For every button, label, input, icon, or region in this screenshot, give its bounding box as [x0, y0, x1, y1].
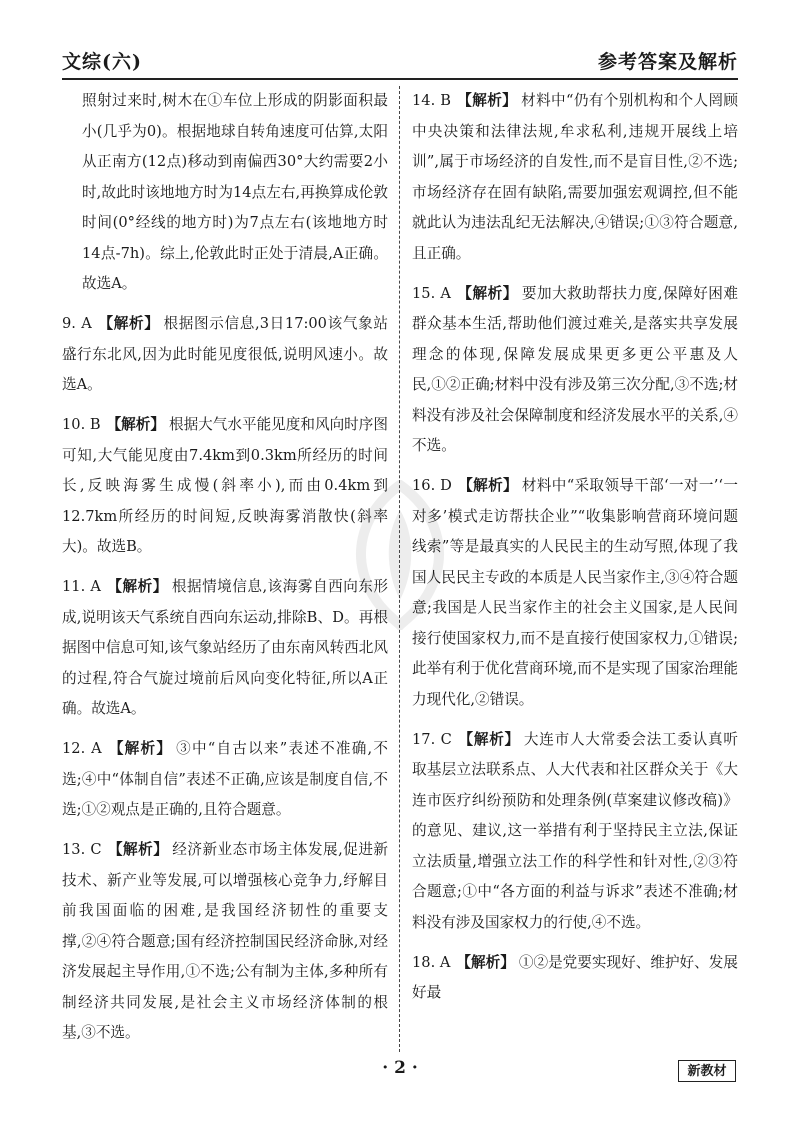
analysis-tag: 【解析】 — [107, 841, 169, 858]
answer-number: 13. C — [62, 841, 102, 858]
analysis-tag: 【解析】 — [106, 578, 168, 595]
page-number: · 2 · — [382, 1058, 418, 1078]
answer-text: ③中“自古以来”表述不准确,不选;④中“体制自信”表述不正确,应该是制度自信,不选;①②观点是正确的,且符合题意。 — [62, 740, 388, 818]
answer-13 — [62, 835, 388, 1049]
page-header — [62, 44, 738, 80]
answer-9 — [62, 309, 388, 401]
answer-number: 10. B — [62, 416, 101, 433]
answer-number: 11. A — [62, 578, 101, 595]
right-column — [412, 86, 738, 1018]
answer-number: 9. A — [62, 315, 92, 332]
analysis-tag: 【解析】 — [457, 477, 518, 494]
answer-number: 14. B — [412, 92, 451, 109]
answer-16 — [412, 471, 738, 715]
paragraph-text: 照射过来时,树木在①车位上形成的阴影面积最小(几乎为0)。根据地球自转角速度可估算,太阳从正南方(12点)移动到南偏西30°大约需要2小时,故此时该地地方时为14点左右,再换算成伦敦时间(0°经线的地方时)为7点左右(该地地方时14点-7h)。综上,伦敦此时正处于清晨,A正确。故选A。 — [82, 92, 388, 292]
answer-number: 16. D — [412, 477, 452, 494]
answer-14 — [412, 86, 738, 269]
answer-number: 15. A — [412, 284, 451, 302]
answer-text: 经济新业态市场主体发展,促进新技术、新产业等发展,可以增强核心竞争力,纾解目前我国面临的困难,是我国经济韧性的重要支撑,②④符合题意;国有经济控制国民经济命脉,对经济发展起主导作用,①不选;公有制为主体,多种所有制经济共同发展,是社会主义市场经济体制的根基,③不选。 — [62, 841, 388, 1041]
answer-number: 17. C — [412, 730, 452, 748]
analysis-tag: 【解析】 — [456, 953, 515, 971]
left-column — [62, 86, 388, 1058]
answer-text: 材料中“采取领导干部‘一对一’‘一对多’模式走访帮扶企业”“收集影响营商环境问题线索”等是最真实的人民民主的生动写照,体现了我国人民民主专政的本质是人民当家作主,③④符合题意;我国是人民当家作主的社会主义国家,是人民间接行使国家权力,而不是直接行使国家权力,①错误;此举有利于优化营商环境,而不是实现了国家治理能力现代化,②错误。 — [412, 477, 738, 708]
answer-10 — [62, 410, 388, 563]
answer-text: ①②是党要实现好、维护好、发展好最 — [412, 953, 738, 1001]
analysis-tag: 【解析】 — [456, 92, 518, 109]
answer-17 — [412, 725, 738, 939]
answer-text: 大连市人大常委会法工委认真听取基层立法联系点、人大代表和社区群众关于《大连市医疗纠纷预防和处理条例(草案建议修改稿)》的意见、建议,这一举措有利于坚持民主立法,保证立法质量,增强立法工作的科学性和针对性,②③符合题意;①中“各方面的利益与诉求”表述不准确;材料没有涉及国家权力的行使,④不选。 — [412, 730, 738, 931]
answer-text: 要加大救助帮扶力度,保障好困难群众基本生活,帮助他们渡过难关,是落实共享发展理念的体现,保障发展成果更多更公平惠及人民,①②正确;材料中没有涉及第三次分配,③不选;材料没有涉及社会保障制度和经济发展水平的关系,④不选。 — [412, 284, 738, 454]
answer-18 — [412, 948, 738, 1009]
answer-12 — [62, 734, 388, 826]
answer-text: 根据图示信息,3日17:00该气象站盛行东北风,因为此时能见度很低,说明风速小。故选A。 — [62, 315, 389, 393]
analysis-tag: 【解析】 — [97, 315, 160, 332]
analysis-tag: 【解析】 — [106, 416, 165, 433]
analysis-tag: 【解析】 — [457, 730, 520, 748]
answer-text: 根据大气水平能见度和风向时序图可知,大气能见度由7.4km到0.3km所经历的时间长,反映海雾生成慢(斜率小),而由0.4km到12.7km所经历的时间短,反映海雾消散快(斜率大)。故选B。 — [62, 416, 388, 555]
header-section-title: 参考答案及解析 — [597, 51, 738, 73]
analysis-tag: 【解析】 — [456, 284, 518, 302]
column-divider — [399, 86, 400, 1052]
continued-paragraph — [62, 86, 388, 300]
answer-number: 12. A — [62, 740, 102, 757]
analysis-tag: 【解析】 — [107, 740, 173, 757]
answer-text: 根据情境信息,该海雾自西向东形成,说明该天气系统自西向东运动,排除B、D。再根据图中信息可知,该气象站经历了由东南风转西北风的过程,符合气旋过境前后风向变化特征,所以A正确。故选A。 — [62, 578, 388, 717]
edition-badge: 新教材 — [678, 1060, 736, 1082]
header-subject: 文综(六) — [62, 51, 142, 73]
answer-text: 材料中“仍有个别机构和个人罔顾中央决策和法律法规,牟求私利,违规开展线上培训”,属于市场经济的自发性,而不是盲目性,②不选;市场经济存在固有缺陷,需要加强宏观调控,但不能就此认为违法乱纪无法解决,④错误;①③符合题意,且正确。 — [412, 92, 738, 262]
answer-11 — [62, 572, 388, 725]
answer-number: 18. A — [412, 953, 451, 971]
answer-15 — [412, 279, 738, 462]
